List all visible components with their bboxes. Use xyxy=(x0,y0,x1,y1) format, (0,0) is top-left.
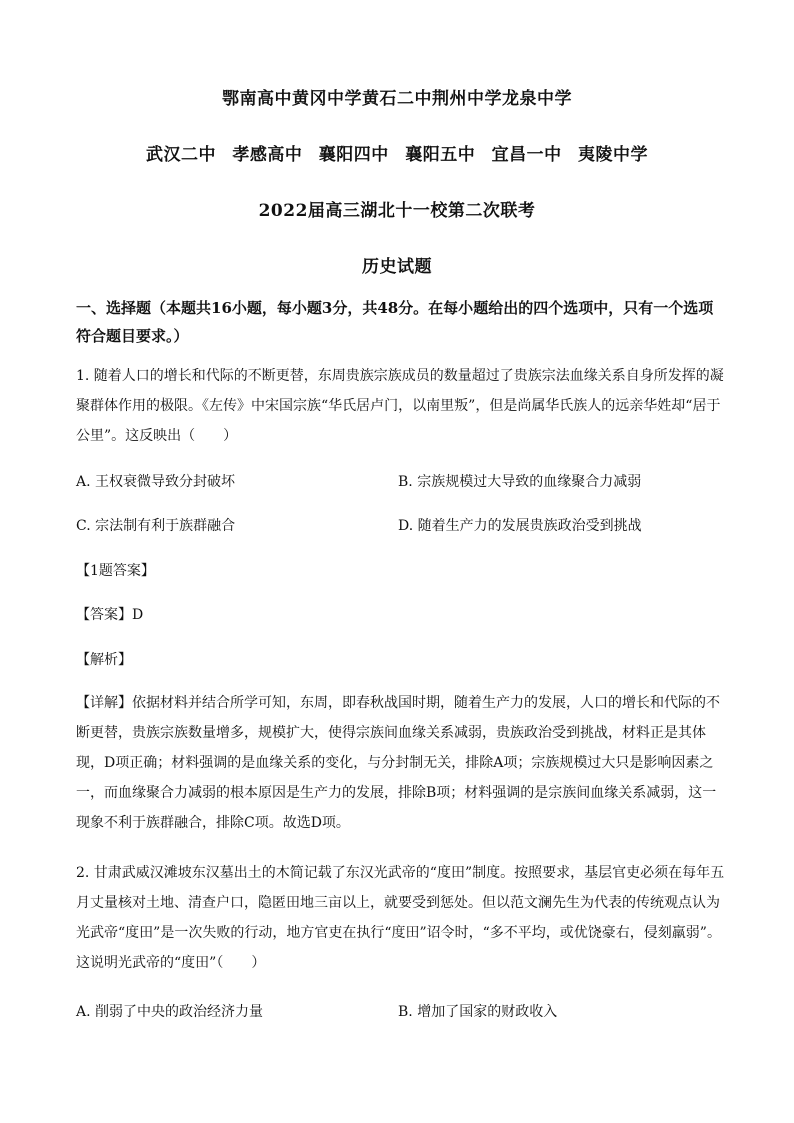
answer: 【答案】D xyxy=(76,607,144,623)
analysis-header: 【解析】 xyxy=(76,652,132,668)
question-1-stem: 1. 随着人口的增长和代际的不断更替，东周贵族宗族成员的数量超过了贵族宗法血缘关系自身所发挥的凝聚群体作用的极限。《左传》中宋国宗族“华氏居卢门，以南里叛”，但是尚属华氏族人的远亲华姓却“居于公里”。这反映出（ ） xyxy=(76,368,724,444)
question-1-detail: 【详解】依据材料并结合所学可知，东周，即春秋战国时期，随着生产力的发展，人口的增长和代际的不断更替，贵族宗族数量增多，规模扩大，使得宗族间血缘关系减弱，贵族政治受到挑战，材料正是其体现，D项正确；材料强调的是血缘关系的变化，与分封制无关，排除A项；宗族规模过大只是影响因素之一，而血缘聚合力减弱的根本原因是生产力的发展，排除B项；材料强调的是宗族间血缘关系减弱，这一现象不利于族群融合，排除C项。故选D项。 xyxy=(76,695,720,831)
question-1-option-d: D. 随着生产力的发展贵族政治受到挑战 xyxy=(398,518,642,534)
question-1-option-a: A. 王权衰微导致分封破坏 xyxy=(76,474,236,490)
question-2-stem: 2. 甘肃武威汉滩坡东汉墓出土的木简记载了东汉光武帝的“度田”制度。按照要求，基层官吏必须在每年五月丈量核对土地、清查户口，隐匿田地三亩以上，就要受到惩处。但以范文澜先生为代表的传统观点认为光武帝“度田”是一次失败的行动，地方官吏在执行“度田”诏令时，“多不平均，或优饶豪右，侵刻羸弱”。这说明光武帝的“度田”（ ） xyxy=(76,865,725,971)
header-schools-line-2: 武汉二中 孝感高中 襄阳四中 襄阳五中 宜昌一中 夷陵中学 xyxy=(145,145,649,165)
question-1-option-c: C. 宗法制有利于族群融合 xyxy=(76,518,236,534)
question-2-option-b: B. 增加了国家的财政收入 xyxy=(398,1004,558,1020)
exam-title: 2022届高三湖北十一校第二次联考 xyxy=(258,201,536,221)
header-schools-line-1: 鄂南高中黄冈中学黄石二中荆州中学龙泉中学 xyxy=(222,89,572,109)
question-1-option-b: B. 宗族规模过大导致的血缘聚合力减弱 xyxy=(398,474,642,490)
question-2-option-a: A. 削弱了中央的政治经济力量 xyxy=(76,1004,264,1020)
subject-title: 历史试题 xyxy=(362,257,432,277)
section-title: 一、选择题（本题共16小题，每小题3分，共48分。在每小题给出的四个选项中，只有一个选项符合题目要求。） xyxy=(76,299,714,345)
answer-header: 【1题答案】 xyxy=(76,563,155,579)
